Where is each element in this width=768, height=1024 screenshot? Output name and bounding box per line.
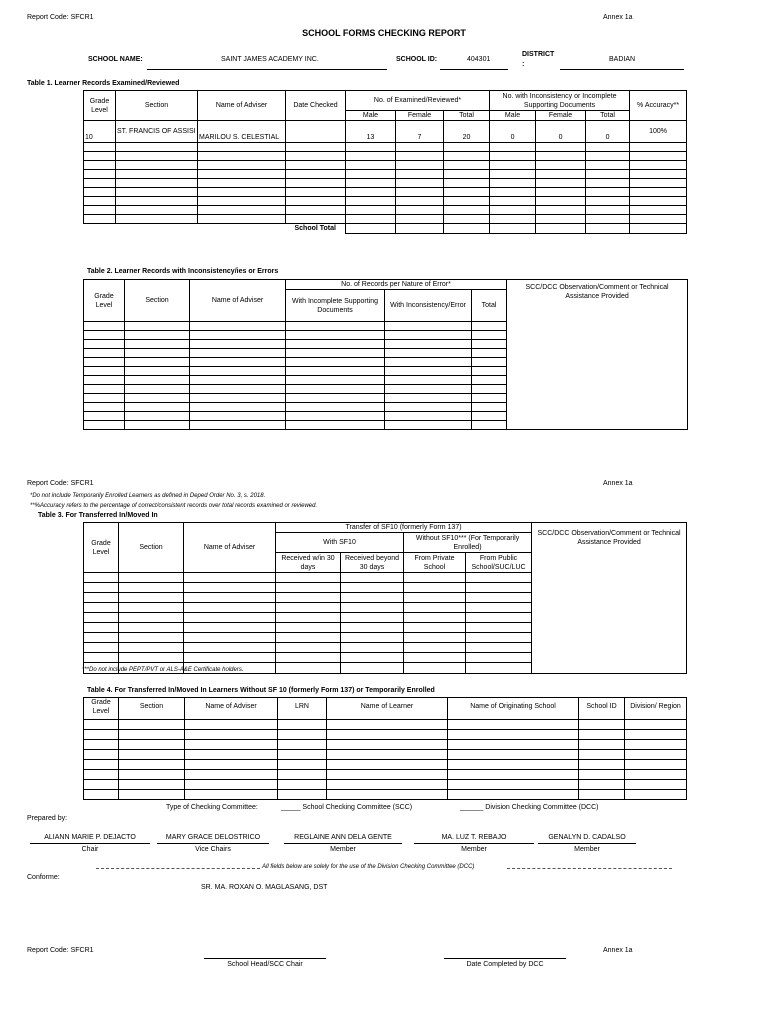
t2-h-scc: SCC/DCC Observation/Comment or Technical Assistance Provided: [507, 280, 688, 430]
t1-h-grade: Grade Level: [84, 91, 116, 121]
t1-h-ex-total: Total: [444, 111, 490, 121]
t1-accuracy: 100%: [630, 121, 687, 143]
dcc-note: All fields below are solely for the use of the Division Checking Committee (DCC): [262, 864, 475, 870]
t4-h-learner: Name of Learner: [327, 698, 448, 720]
district-value: BADIAN: [609, 56, 636, 63]
t1-school-total: School Total: [286, 224, 346, 234]
t1-ex-male: 13: [346, 121, 396, 143]
page-title: SCHOOL FORMS CHECKING REPORT: [302, 28, 466, 38]
t4-h-origin: Name of Originating School: [448, 698, 579, 720]
annex-label: Annex 1a: [603, 14, 633, 21]
t4-h-schoolid: School ID: [579, 698, 625, 720]
t2-h-total: Total: [472, 290, 507, 322]
t2-h-incomplete: With Incomplete Supporting Documents: [286, 290, 385, 322]
t3-h-grade: Grade Level: [84, 523, 119, 573]
t4-h-section: Section: [119, 698, 185, 720]
t1-h-examined: No. of Examined/Reviewed*: [346, 91, 490, 111]
date-completed-label: Date Completed by DCC: [466, 961, 544, 968]
table-row: [84, 121, 687, 143]
t3-h-adviser: Name of Adviser: [184, 523, 276, 573]
signatory-role: Member: [574, 846, 600, 853]
t3-h-beyond: Received beyond 30 days: [341, 553, 404, 573]
annex-label-2: Annex 1a: [603, 480, 633, 487]
t1-h-inconsistent: No. with Inconsistency or Incomplete Supporting Documents: [490, 91, 630, 111]
t1-section: ST. FRANCIS OF ASSISI: [116, 121, 198, 143]
t3-h-section: Section: [119, 523, 184, 573]
table1: [83, 90, 687, 234]
t4-h-adviser: Name of Adviser: [185, 698, 278, 720]
signatory-name: REGLAINE ANN DELA GENTE: [294, 834, 392, 841]
t3-h-transfer: Transfer of SF10 (formerly Form 137): [276, 523, 532, 533]
table1-title: Table 1. Learner Records Examined/Reviewed: [27, 80, 180, 87]
t4-h-grade: Grade Level: [84, 698, 119, 720]
note-3: ***Do not include PEPT/PVT or ALS-A&E Certificate holders.: [82, 667, 244, 673]
school-head-label: School Head/SCC Chair: [227, 961, 303, 968]
table2-title: Table 2. Learner Records with Inconsistency/ies or Errors: [87, 268, 279, 275]
school-name-value: SAINT JAMES ACADEMY INC.: [221, 56, 319, 63]
school-id-value: 404301: [467, 56, 491, 63]
t3-h-without: Without SF10*** (For Temporarily Enrolled): [404, 533, 532, 553]
signatory-name: GENALYN D. CADALSO: [548, 834, 626, 841]
t1-adviser: MARILOU S. CELESTIAL: [198, 121, 286, 143]
t2-h-inconsistency: With Inconsistency/Error: [385, 290, 472, 322]
t3-h-with: With SF10: [276, 533, 404, 553]
t2-h-section: Section: [125, 280, 190, 322]
school-name-label: SCHOOL NAME:: [88, 56, 143, 63]
t1-grade: 10: [84, 121, 116, 143]
report-code-3: Report Code: SFCR1: [27, 947, 94, 954]
report-code: Report Code: SFCR1: [27, 14, 94, 21]
t1-ex-female: 7: [396, 121, 444, 143]
t4-h-division: Division/ Region: [625, 698, 687, 720]
school-id-label: SCHOOL ID:: [396, 56, 438, 63]
committee-scc: _____ School Checking Committee (SCC): [281, 804, 413, 811]
t2-h-grade: Grade Level: [84, 280, 125, 322]
table3: [83, 522, 687, 674]
signatory-name: MARY GRACE DELOSTRICO: [165, 834, 261, 841]
t3-h-private: From Private School: [404, 553, 466, 573]
prepared-by-label: Prepared by:: [27, 815, 68, 822]
district-colon: :: [522, 61, 525, 68]
t1-in-female: 0: [536, 121, 586, 143]
signatory-role: Vice Chairs: [195, 846, 231, 853]
school-head-name: SR. MA. ROXAN O. MAGLASANG, DST: [201, 884, 328, 891]
t1-h-ex-female: Female: [396, 111, 444, 121]
t1-ex-total: 20: [444, 121, 490, 143]
t1-in-total: 0: [586, 121, 630, 143]
signatory-name: ALIANN MARIE P. DEJACTO: [44, 834, 136, 841]
t1-h-adviser: Name of Adviser: [198, 91, 286, 121]
t3-h-public: From Public School/SUC/LUC: [466, 553, 532, 573]
signatory-role: Chair: [81, 846, 99, 853]
table4: [83, 697, 687, 800]
table4-title: Table 4. For Transferred In/Moved In Learners Without SF 10 (formerly Form 137) or Temporarily Enrolled: [87, 687, 435, 694]
t1-h-accuracy: % Accuracy**: [630, 91, 687, 121]
report-code-2: Report Code: SFCR1: [27, 480, 94, 487]
t1-h-in-total: Total: [586, 111, 630, 121]
table2: [83, 279, 688, 430]
annex-label-3: Annex 1a: [603, 947, 633, 954]
signatory-role: Member: [461, 846, 487, 853]
t2-h-adviser: Name of Adviser: [190, 280, 286, 322]
t3-h-within: Received w/in 30 days: [276, 553, 341, 573]
signatory-role: Member: [330, 846, 356, 853]
t1-h-ex-male: Male: [346, 111, 396, 121]
signatory-name: MA. LUZ T. REBAJO: [441, 834, 507, 841]
t2-h-nature: No. of Records per Nature of Error*: [286, 280, 507, 290]
committee-dcc: ______ Division Checking Committee (DCC): [460, 804, 599, 811]
table3-title: Table 3. For Transferred In/Moved In: [38, 512, 158, 519]
t1-in-male: 0: [490, 121, 536, 143]
t4-h-lrn: LRN: [278, 698, 327, 720]
t1-h-in-female: Female: [536, 111, 586, 121]
t3-h-scc: SCC/DCC Observation/Comment or Technical Assistance Provided: [532, 523, 687, 674]
conforme-label: Conforme:: [27, 874, 60, 881]
district-label: DISTRICT: [522, 51, 555, 58]
note-1: *Do not include Temporarily Enrolled Learners as defined in Deped Order No. 3, s. 2018.: [30, 493, 266, 499]
note-2: **%Accuracy refers to the percentage of correct/consistent records over total records examined or reviewed.: [30, 503, 318, 509]
t1-h-date: Date Checked: [286, 91, 346, 121]
committee-label: Type of Checking Committee:: [166, 804, 258, 811]
t1-h-in-male: Male: [490, 111, 536, 121]
t1-date: [286, 121, 346, 143]
t1-h-section: Section: [116, 91, 198, 121]
